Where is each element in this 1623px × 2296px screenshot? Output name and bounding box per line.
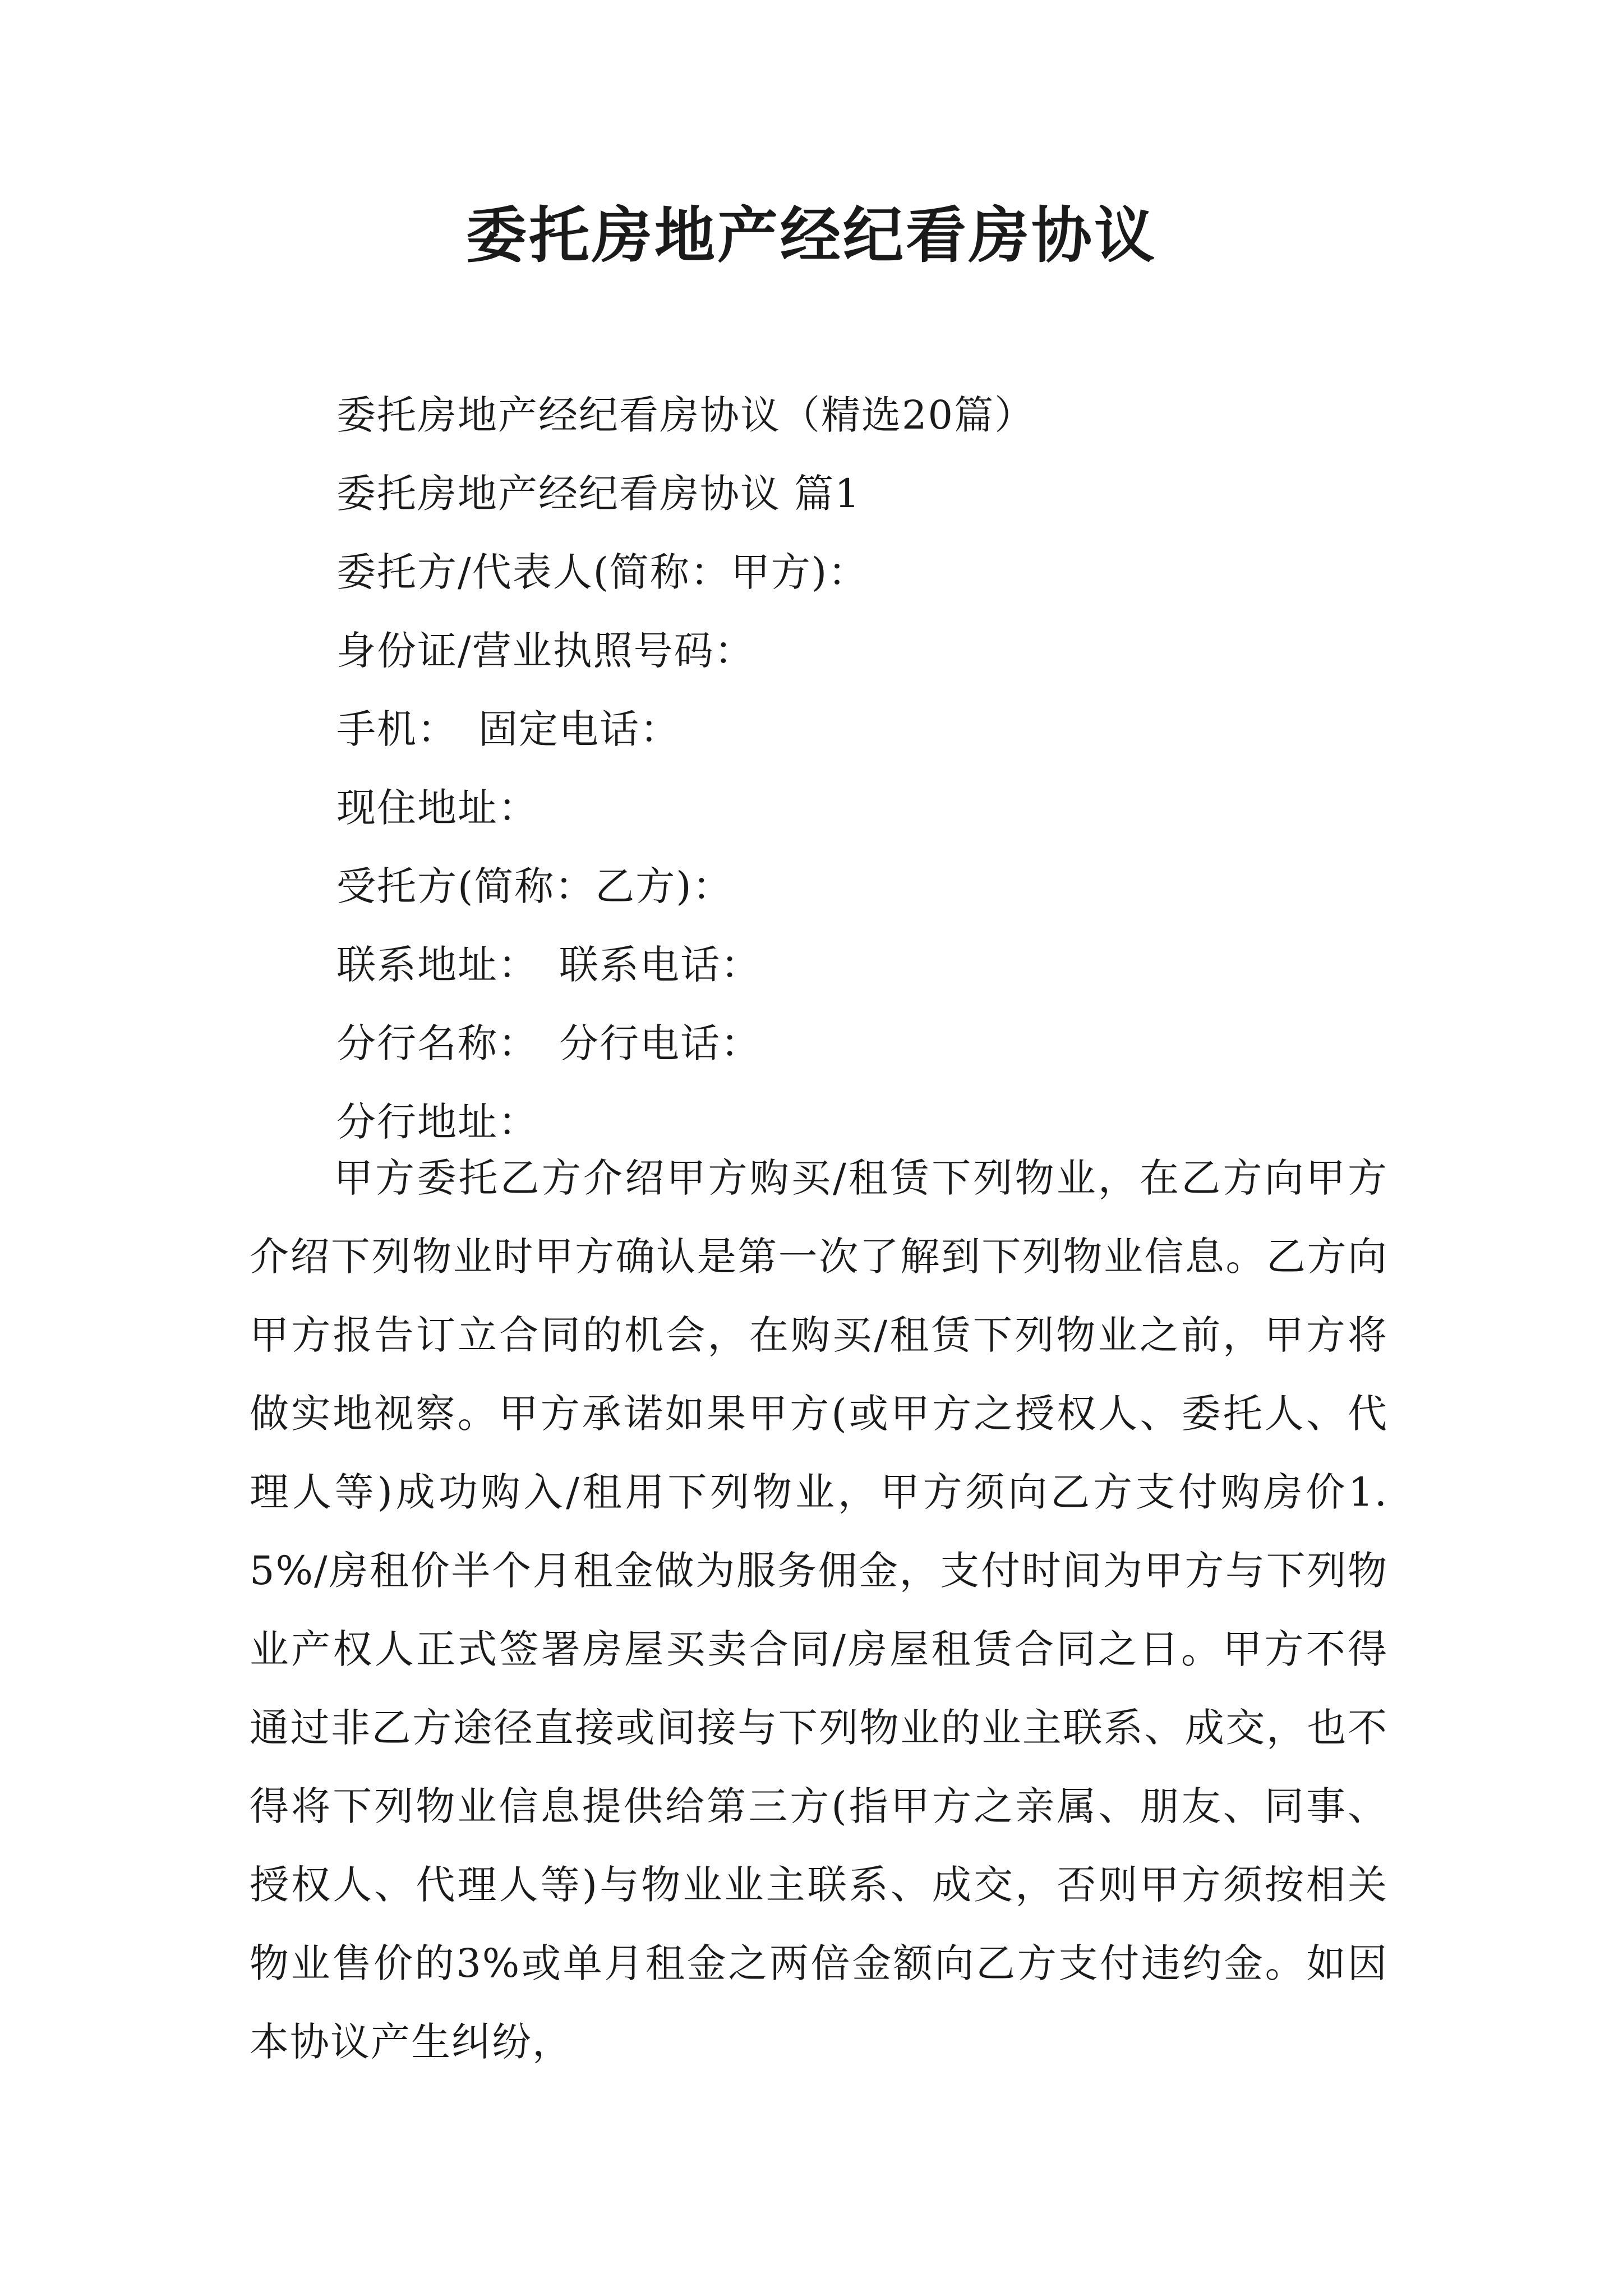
phone-line: 手机： 固定电话： [336, 706, 680, 752]
document-title: 委托房地产经纪看房协议 [465, 200, 1157, 271]
party-a-line: 委托方/代表人(简称：甲方)： [336, 549, 869, 595]
id-number-line: 身份证/营业执照号码： [336, 628, 755, 674]
section-heading: 委托房地产经纪看房协议 篇1 [336, 471, 861, 517]
party-b-line: 受托方(简称：乙方)： [336, 863, 733, 909]
address-line: 现住地址： [336, 785, 538, 831]
contact-line: 联系地址： 联系电话： [336, 942, 761, 988]
subtitle-line: 委托房地产经纪看房协议（精选20篇） [336, 392, 1035, 438]
branch-name-line: 分行名称： 分行电话： [336, 1020, 761, 1066]
agreement-paragraph: 甲方委托乙方介绍甲方购买/租赁下列物业，在乙方向甲方介绍下列物业时甲方确认是第一次了解到下列物业信息。乙方向甲方报告订立合同的机会，在购买/租赁下列物业之前，甲方将做实地视察。甲方承诺如果甲方(或甲方之授权人、委托人、代理人等)成功购入/租用下列物业，甲方须向乙方支付购房价1.5%/房租价半个月租金做为服务佣金，支付时间为甲方与下列物业产权人正式签署房屋买卖合同/房屋租赁合同之日。甲方不得通过非乙方途径直接或间接与下列物业的业主联系、成交，也不得将下列物业信息提供给第三方(指甲方之亲属、朋友、同事、授权人、代理人等)与物业业主联系、成交，否则甲方须按相关物业售价的3%或单月租金之两倍金额向乙方支付违约金。如因本协议产生纠纷， [250, 1155, 1388, 2065]
branch-address-line: 分行地址： [336, 1099, 538, 1145]
header-lines [336, 376, 1458, 1161]
